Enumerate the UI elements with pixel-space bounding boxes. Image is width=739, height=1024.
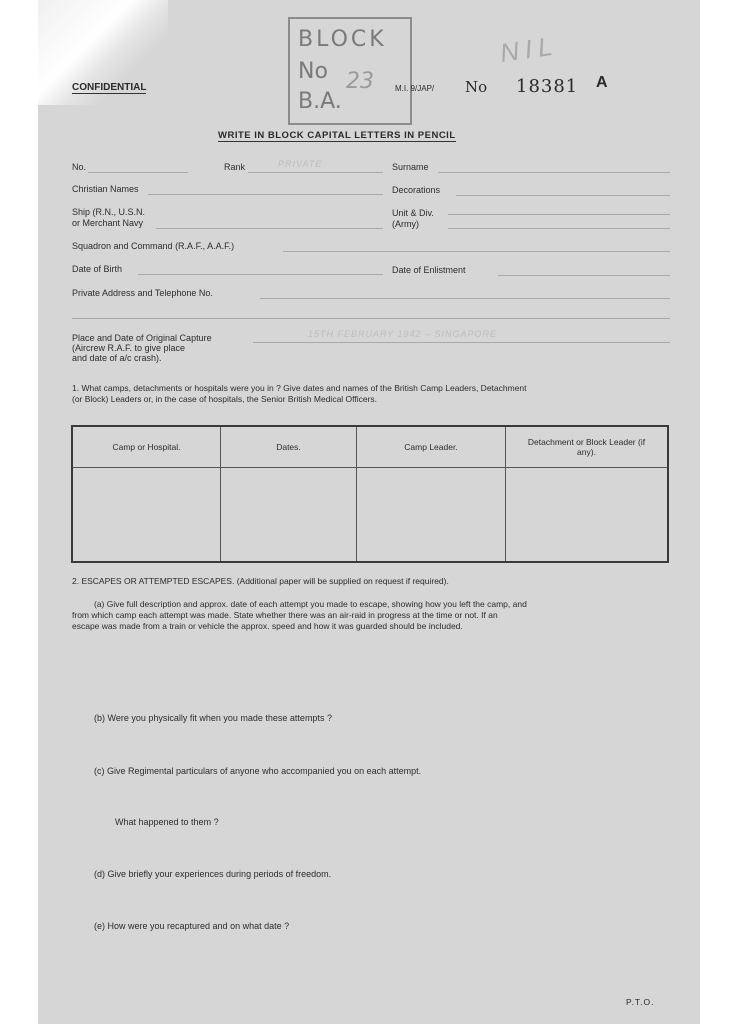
serial-number: 18381 — [516, 76, 579, 97]
question-1 — [72, 383, 672, 405]
question-1-line-2: (or Block) Leaders or, in the case of hospitals, the Senior British Medical Officers. — [72, 394, 378, 404]
question-2b: (b) Were you physically fit when you made these attempts ? — [94, 713, 332, 723]
serial-suffix: A — [596, 74, 608, 91]
col-camp-leader: Camp Leader. — [357, 426, 506, 468]
address-label: Private Address and Telephone No. — [72, 288, 213, 298]
capture-label-2: (Aircrew R.A.F. to give place — [72, 343, 186, 353]
question-2a-line-2: from which camp each attempt was made. State whether there was an air-raid in progress at the time or not. If an — [72, 610, 498, 620]
col-camp: Camp or Hospital. — [72, 426, 221, 468]
rank-value: PRIVATE — [278, 159, 323, 169]
cell-detachment — [506, 468, 669, 563]
rank-label: Rank — [224, 162, 246, 172]
stamp-line-2: No — [298, 59, 328, 84]
question-2a — [72, 599, 672, 632]
question-2-heading: 2. ESCAPES OR ATTEMPTED ESCAPES. (Additional paper will be supplied on request if required). — [72, 576, 449, 586]
stamp-line-1: BLOCK — [298, 27, 387, 52]
number-label: No — [465, 78, 488, 96]
instruction-heading: WRITE IN BLOCK CAPITAL LETTERS IN PENCIL — [218, 130, 456, 141]
enlistment-label: Date of Enlistment — [392, 265, 466, 275]
unit-label-1: Unit & Div. — [392, 208, 434, 218]
pto-label: P.T.O. — [626, 997, 655, 1007]
christian-names-label: Christian Names — [72, 184, 139, 194]
unit-label-2: (Army) — [392, 219, 419, 229]
question-2d: (d) Give briefly your experiences during periods of freedom. — [94, 869, 332, 879]
capture-value: 15TH FEBRUARY 1942 – SINGAPORE — [308, 329, 498, 339]
dob-label: Date of Birth — [72, 264, 123, 274]
ship-label-1: Ship (R.N., U.S.N. — [72, 207, 146, 217]
classification-label: CONFIDENTIAL — [72, 82, 147, 93]
squadron-label: Squadron and Command (R.A.F., A.A.F.) — [72, 241, 235, 251]
camps-table-header — [72, 426, 668, 468]
stamp-number: 23 — [346, 69, 374, 94]
handwritten-nil: NIL — [498, 30, 561, 68]
service-no-label: No. — [72, 162, 87, 172]
form-code: M.I. 9/JAP/ — [395, 84, 435, 93]
question-1-line-1: 1. What camps, detachments or hospitals were you in ? Give dates and names of the British Camp Leaders, Detachment — [72, 383, 527, 393]
question-2a-line-1: (a) Give full description and approx. date of each attempt you made to escape, showing how you left the camp, and — [94, 599, 527, 609]
cell-camps — [72, 468, 221, 563]
capture-label-3: and date of a/c crash). — [72, 353, 162, 363]
question-2c-sub: What happened to them ? — [115, 817, 219, 827]
surname-label: Surname — [392, 162, 429, 172]
document-sheet — [38, 0, 700, 1024]
capture-label-1: Place and Date of Original Capture — [72, 333, 212, 343]
camps-table-body — [72, 468, 668, 563]
col-dates: Dates. — [221, 426, 357, 468]
block-stamp — [288, 17, 412, 125]
col-detachment-leader: Detachment or Block Leader (if any). — [506, 426, 669, 468]
stamp-line-3: B.A. — [298, 89, 342, 114]
cell-leaders — [357, 468, 506, 563]
cell-dates — [221, 468, 357, 563]
question-2c: (c) Give Regimental particulars of anyone who accompanied you on each attempt. — [94, 766, 422, 776]
question-2a-line-3: escape was made from a train or vehicle the approx. speed and how it was guarded should be included. — [72, 621, 463, 631]
question-2e: (e) How were you recaptured and on what date ? — [94, 921, 290, 931]
camps-table — [71, 425, 669, 563]
decorations-label: Decorations — [392, 185, 441, 195]
ship-label-2: or Merchant Navy — [72, 218, 144, 228]
